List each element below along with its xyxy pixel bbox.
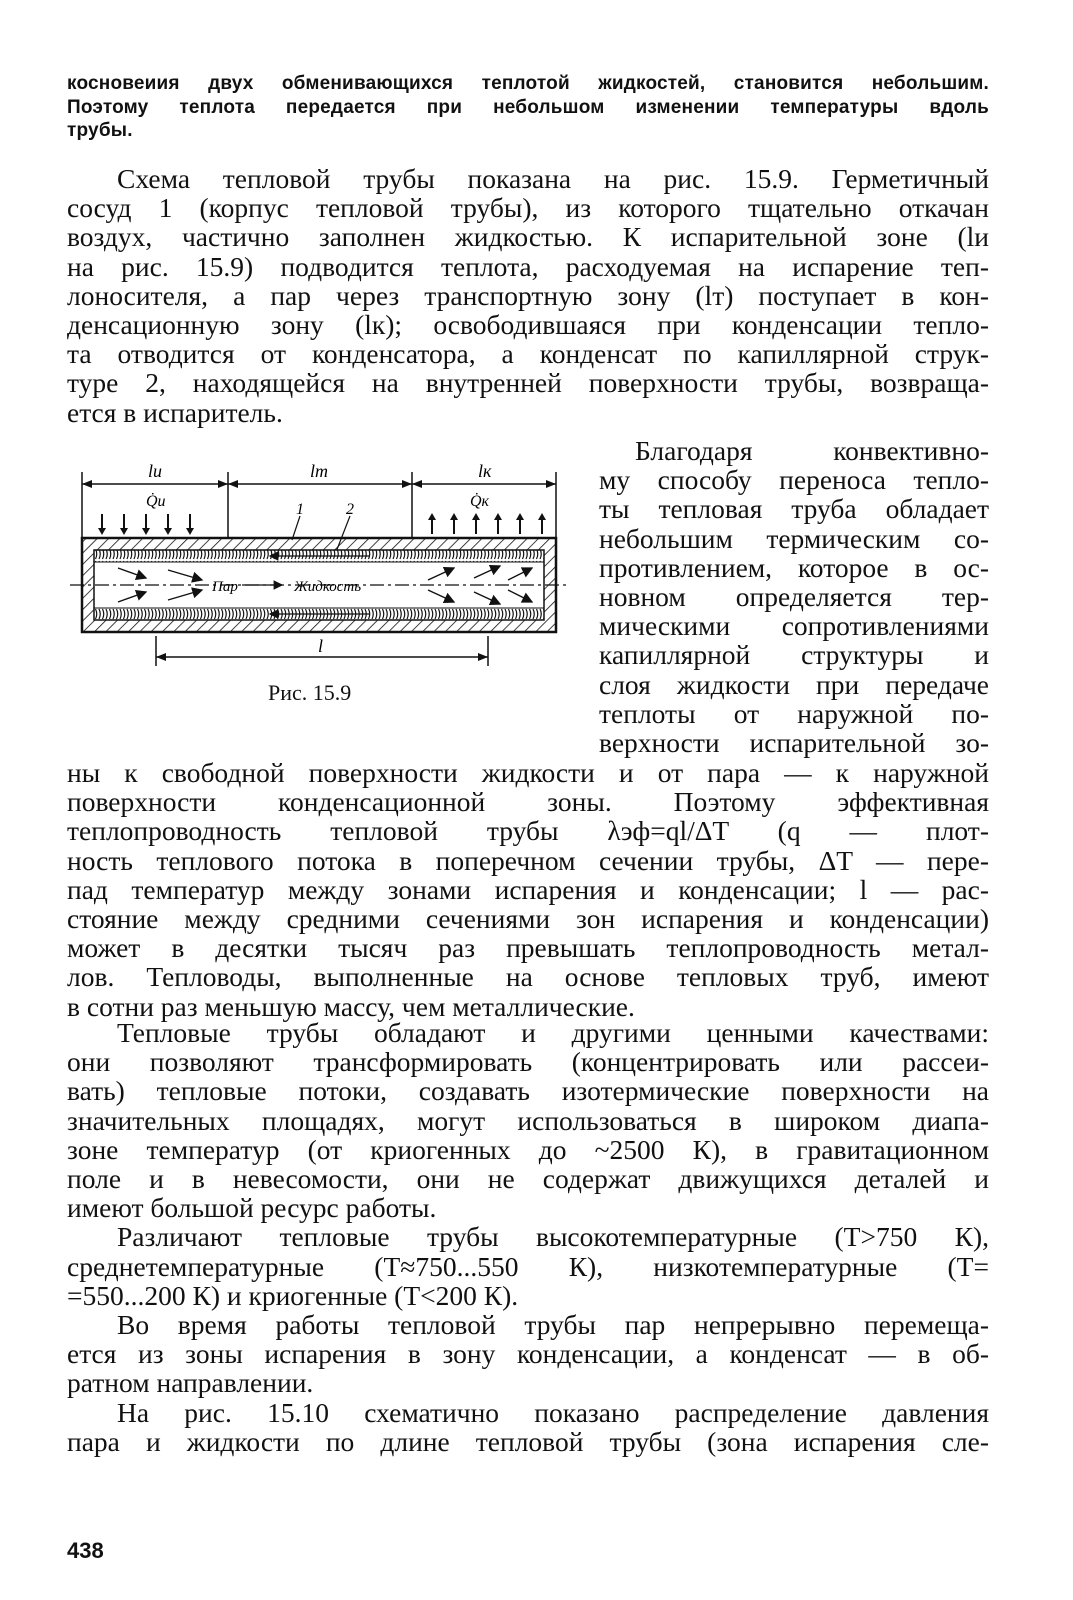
text-line: косновеиия двух обменивающихся теплотой жидкостей, становится небольшим. xyxy=(67,73,989,94)
heat-output-arrows xyxy=(432,518,542,534)
text-line: му способу переноса тепло- xyxy=(599,464,989,496)
text-line: туре 2, находящейся на внутренней поверхности трубы, возвраща- xyxy=(67,367,989,399)
text-line: Благодаря конвективно- xyxy=(635,435,989,466)
label-qu: Q̇u xyxy=(146,493,166,510)
label-lu: lu xyxy=(148,461,163,481)
label-liquid: Жидкость xyxy=(294,579,362,595)
text-line: ны к свободной поверхности жидкости и от пара — к наружной xyxy=(67,757,989,788)
text-line: денсационную зону (lк); освободившаяся при конденсации тепло- xyxy=(67,309,989,341)
top-paragraph xyxy=(67,72,989,143)
text-line: значительных площадях, могут использоваться в широком диапа- xyxy=(67,1104,989,1136)
text-line: ность теплового потока в поперечном сечении трубы, ΔT — пере- xyxy=(67,844,989,876)
text-line: Схема тепловой трубы показана на рис. 15.9. Герметичный xyxy=(117,163,989,194)
text-line: Во время работы тепловой трубы пар непрерывно перемеща- xyxy=(117,1309,989,1341)
label-qk: Q̇к xyxy=(470,493,490,510)
text-line: поле и в невесомости, они не содержат движущихся деталей и xyxy=(67,1163,989,1195)
text-line: среднетемпературные (T≈750...550 К), низкотемпературные (T= xyxy=(67,1250,989,1282)
text-line: на рис. 15.9) подводится теплота, расходуемая на испарение теп- xyxy=(67,250,989,282)
side-paragraph xyxy=(599,436,989,757)
heat-pipe-figure xyxy=(70,452,590,692)
label-1: 1 xyxy=(296,501,304,518)
text-line: Поэтому теплота передается при небольшом изменении температуры вдоль xyxy=(67,96,989,118)
label-vapor: Пар xyxy=(212,579,238,595)
paragraph-heat-pipe-scheme xyxy=(67,164,989,427)
label-lt: lт xyxy=(310,461,328,481)
page-number: 438 xyxy=(67,1538,104,1563)
text-line: теплопроводность тепловой трубы λэф=ql/ΔT (q — плот- xyxy=(67,815,989,847)
text-line: поверхности конденсационной зоны. Поэтому эффективная xyxy=(67,786,989,818)
text-line: они позволяют трансформировать (концентрировать или рассеи- xyxy=(67,1046,989,1078)
text-line: Тепловые трубы обладают и другими ценными качествами: xyxy=(117,1017,989,1048)
text-line: зоне температур (от криогенных до ~2500 К), в гравитационном xyxy=(67,1133,989,1165)
paragraph-effective-conductivity xyxy=(67,758,989,1021)
text-line: Различают тепловые трубы высокотемпературные (T>750 К), xyxy=(117,1221,989,1253)
text-line: в сотни раз меньшую массу, чем металлические. xyxy=(67,990,635,1022)
text-line: трубы. xyxy=(67,120,133,141)
text-line: сосуд 1 (корпус тепловой трубы), из которого тщательно откачан xyxy=(67,192,989,224)
text-line: теплоты от наружной по- xyxy=(599,697,989,729)
text-line: имеют большой ресурс работы. xyxy=(67,1192,437,1224)
text-line: ты тепловая труба обладает xyxy=(599,493,989,525)
text-line: вать) тепловые потоки, создавать изотермические поверхности на xyxy=(67,1075,989,1107)
text-line: пад температур между зонами испарения и конденсации; l — рас- xyxy=(67,873,989,905)
text-line: противлением, которое в ос- xyxy=(599,551,989,583)
text-line: ется из зоны испарения в зону конденсации, а конденсат — в об- xyxy=(67,1338,989,1370)
text-line: верхности испарительной зо- xyxy=(599,727,989,759)
text-line: та отводится от конденсатора, а конденсат по капиллярной струк- xyxy=(67,338,989,370)
text-line: лоносителя, а пар через транспортную зону (lт) поступает в кон- xyxy=(67,279,989,311)
text-line: капиллярной структуры и xyxy=(599,639,989,671)
text-line: ется в испаритель. xyxy=(67,396,283,428)
text-line: может в десятки тысяч раз превышать теплопроводность метал- xyxy=(67,932,989,964)
label-l: l xyxy=(318,636,324,656)
text-line: =550...200 К) и криогенные (T<200 К). xyxy=(67,1279,519,1311)
text-line: мическими сопротивлениями xyxy=(599,610,989,642)
text-line: На рис. 15.10 схематично показано распределение давления xyxy=(117,1396,989,1428)
remaining-paragraphs xyxy=(67,1018,989,1456)
text-line: ратном направлении. xyxy=(67,1367,314,1399)
label-lk: lк xyxy=(478,461,492,481)
text-line: пара и жидкости по длине тепловой трубы (зона испарения сле- xyxy=(67,1425,989,1457)
text-line: лов. Тепловоды, выполненные на основе тепловых труб, имеют xyxy=(67,961,989,993)
text-line: новном определяется тер- xyxy=(599,581,989,613)
label-2: 2 xyxy=(346,501,354,518)
text-line: небольшим термическим со- xyxy=(599,522,989,554)
text-line: стояние между средними сечениями зон испарения и конденсации) xyxy=(67,903,989,935)
figure-caption: Рис. 15.9 xyxy=(268,680,352,705)
text-line: слоя жидкости при передаче xyxy=(599,668,989,700)
heat-input-arrows xyxy=(102,514,190,530)
text-line: воздух, частично заполнен жидкостью. К испарительной зоне (lи xyxy=(67,221,989,253)
